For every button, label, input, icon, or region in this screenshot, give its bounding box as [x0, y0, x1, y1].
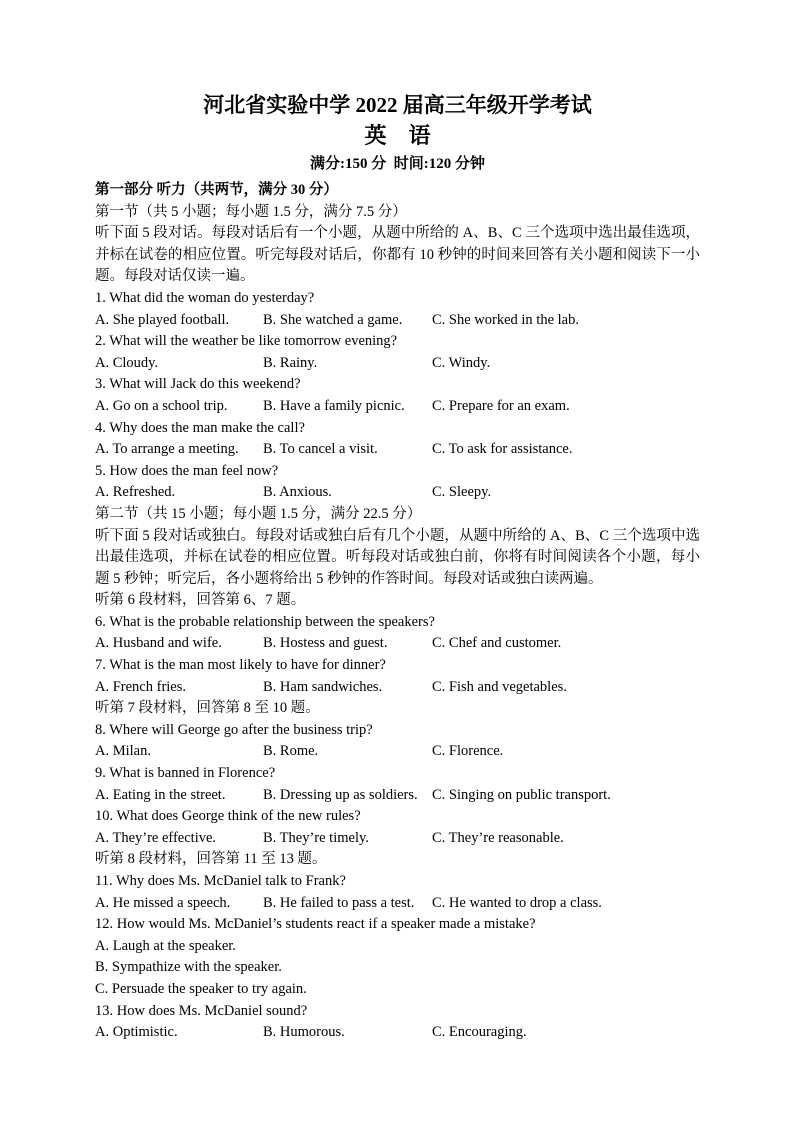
question-text: 3. What will Jack do this weekend? [95, 376, 301, 393]
paragraph: 听下面 5 段对话。每段对话后有一个小题，从题中所给的 A、B、C 三个选项中选出最佳选项，并标在试卷的相应位置。听完每段对话后，你都有 10 秒钟的时间来回答有关小题和阅读下一小题。每段对话仅读一遍。 [95, 225, 700, 285]
option-c: C. Fish and vegetables. [432, 678, 567, 695]
question-text: 9. What is banned in Florence? [95, 765, 276, 782]
paragraph: 第二节（共 15 小题；每小题 1.5 分，满分 22.5 分） [95, 505, 422, 522]
option-b: B. Hostess and guest. [263, 635, 388, 652]
option-a: A. French fries. [95, 678, 187, 695]
option-c: C. To ask for assistance. [432, 441, 573, 458]
paragraph: 听第 8 段材料，回答第 11 至 13 题。 [95, 851, 327, 868]
question-text: 11. Why does Ms. McDaniel talk to Frank? [95, 873, 346, 889]
option-a: A. They’re effective. [95, 829, 217, 846]
option-b: B. Ham sandwiches. [263, 678, 383, 695]
question-text: 13. How does Ms. McDaniel sound? [95, 1002, 308, 1019]
question-text: 8. Where will George go after the business trip? [95, 721, 373, 738]
option-c: C. Florence. [432, 743, 504, 760]
option-b: B. To cancel a visit. [263, 441, 378, 458]
option-c: C. She worked in the lab. [432, 311, 579, 328]
option-b: B. Have a family picnic. [263, 397, 405, 414]
question-text: 6. What is the probable relationship between the speakers? [95, 613, 435, 630]
option-b: B. Humorous. [263, 1024, 345, 1041]
option-c: C. He wanted to drop a class. [432, 894, 602, 911]
paragraph: 听第 7 段材料，回答第 8 至 10 题。 [95, 700, 320, 717]
option-b: B. Anxious. [263, 484, 332, 501]
option-c: C. Prepare for an exam. [432, 397, 570, 414]
paragraph: A. Laugh at the speaker. [95, 937, 236, 954]
question-text: 5. How does the man feel now? [95, 462, 279, 479]
paragraph: 听下面 5 段对话或独白。每段对话或独白后有几个小题，从题中所给的 A、B、C 三个选项中选出最佳选项，并标在试卷的相应位置。听每段对话或独白前，你将有时间阅读各个小题，每小题 5 秒钟；听完后，各小题将给出 5 秒钟的作答时间。每段对话或独白读两遍。 [95, 527, 700, 587]
option-b: B. They’re timely. [263, 829, 369, 846]
option-a: A. Refreshed. [95, 484, 176, 501]
options-row [95, 310, 700, 332]
paragraph: C. Persuade the speaker to try again. [95, 980, 307, 997]
option-b: B. Dressing up as soldiers. [263, 786, 418, 803]
option-a: A. He missed a speech. [95, 894, 231, 911]
options-row [95, 741, 700, 763]
options-row [95, 396, 700, 418]
paragraph: B. Sympathize with the speaker. [95, 959, 282, 976]
question-text: 2. What will the weather be like tomorrow evening? [95, 333, 398, 350]
option-a: A. Cloudy. [95, 354, 159, 371]
paragraph: 听第 6 段材料，回答第 6、7 题。 [95, 592, 306, 609]
option-c: C. Singing on public transport. [432, 786, 611, 803]
option-a: A. Milan. [95, 743, 151, 760]
exam-title: 河北省实验中学 2022 届高三年级开学考试 [203, 93, 592, 117]
option-c: C. Sleepy. [432, 484, 492, 501]
option-a: A. To arrange a meeting. [95, 441, 239, 458]
option-a: A. Eating in the street. [95, 786, 226, 803]
options-row [95, 482, 700, 504]
option-c: C. Chef and customer. [432, 635, 562, 652]
option-a: A. Optimistic. [95, 1024, 178, 1041]
options-row [95, 785, 700, 807]
exam-meta: 满分:150 分 时间:120 分钟 [310, 156, 485, 172]
question-text: 4. Why does the man make the call? [95, 419, 305, 436]
option-b: B. She watched a game. [263, 311, 403, 328]
document-body [95, 180, 700, 1044]
options-row [95, 893, 700, 915]
section-heading: 第一部分 听力（共两节，满分 30 分） [95, 182, 338, 198]
option-b: B. Rainy. [263, 354, 318, 371]
question-text: 12. How would Ms. McDaniel’s students react if a speaker made a mistake? [95, 916, 536, 933]
options-row [95, 439, 700, 461]
question-text: 1. What did the woman do yesterday? [95, 289, 315, 306]
options-row [95, 828, 700, 850]
option-b: B. Rome. [263, 743, 319, 760]
options-row [95, 633, 700, 655]
option-b: B. He failed to pass a test. [263, 894, 415, 911]
option-c: C. They’re reasonable. [432, 829, 564, 846]
option-a: A. Go on a school trip. [95, 397, 228, 414]
paragraph: 第一节（共 5 小题；每小题 1.5 分，满分 7.5 分） [95, 203, 407, 220]
question-text: 7. What is the man most likely to have for dinner? [95, 657, 386, 674]
option-c: C. Windy. [432, 354, 491, 371]
options-row [95, 1022, 700, 1044]
options-row [95, 353, 700, 375]
question-text: 10. What does George think of the new rules? [95, 808, 361, 825]
exam-subject: 英 语 [364, 123, 431, 148]
option-a: A. Husband and wife. [95, 635, 222, 652]
options-row [95, 677, 700, 699]
option-c: C. Encouraging. [432, 1024, 527, 1041]
option-a: A. She played football. [95, 311, 230, 328]
